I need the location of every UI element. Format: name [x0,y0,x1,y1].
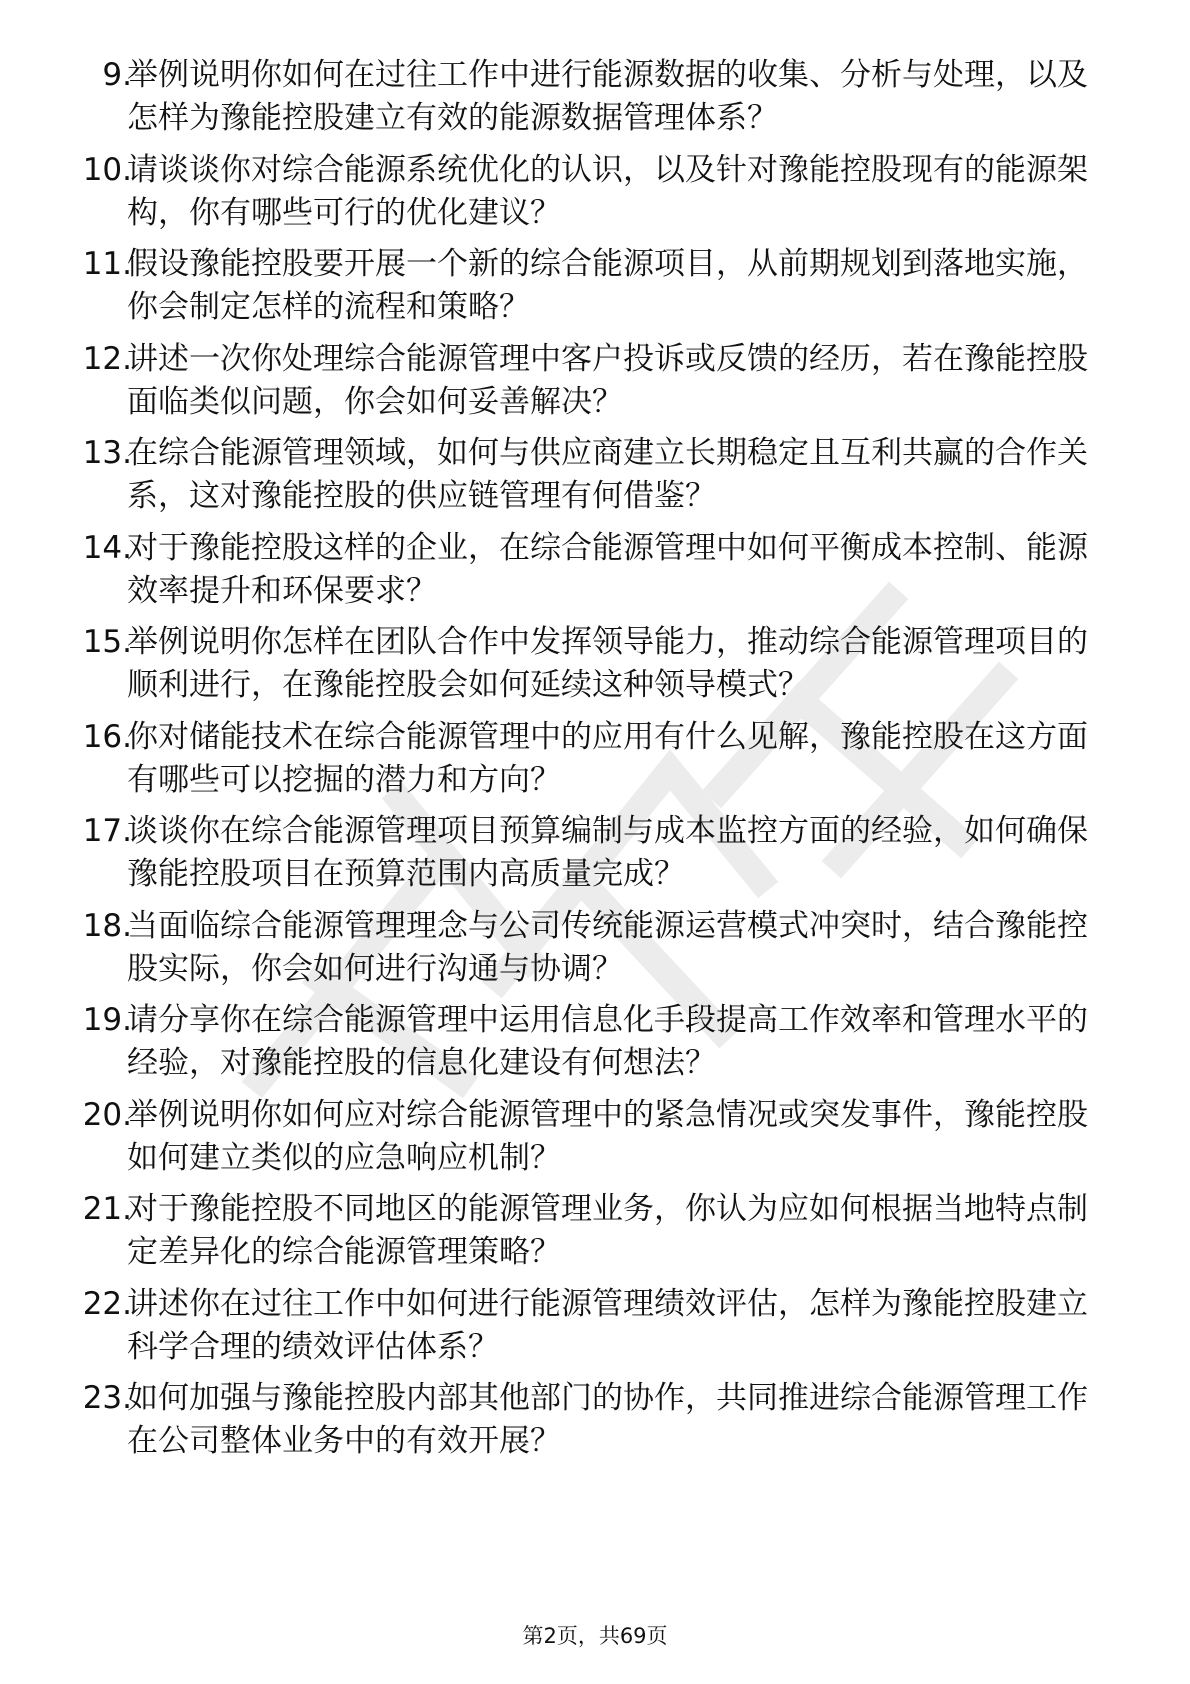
question-number: 17. [82,813,132,849]
question-item [0,1090,1190,1185]
question-item [0,1279,1190,1374]
question-text: 如何加强与豫能控股内部其他部门的协作，共同推进综合能源管理工作在公司整体业务中的有效开展？ [127,1380,1088,1459]
question-number: 11. [82,246,132,282]
question-text: 假设豫能控股要开展一个新的综合能源项目，从前期规划到落地实施，你会制定怎样的流程和策略？ [127,246,1088,325]
question-item [0,334,1190,429]
question-text: 在综合能源管理领域，如何与供应商建立长期稳定且互利共赢的合作关系，这对豫能控股的供应链管理有何借鉴？ [127,435,1088,514]
question-item [0,523,1190,618]
question-number: 16. [82,718,132,755]
question-number: 9. [102,57,132,93]
question-item [0,901,1190,996]
question-number: 10. [82,151,132,188]
question-number: 19. [82,1002,132,1038]
question-text: 当面临综合能源管理理念与公司传统能源运营模式冲突时，结合豫能控股实际，你会如何进行沟通与协调？ [127,907,1088,987]
question-number: 20. [82,1096,132,1133]
question-text: 对于豫能控股不同地区的能源管理业务，你认为应如何根据当地特点制定差异化的综合能源管理策略？ [127,1191,1088,1270]
question-item [0,712,1190,807]
question-number: 23. [82,1380,132,1416]
question-item [0,428,1190,523]
question-number: 15. [82,624,132,660]
question-item [0,806,1190,901]
question-item [0,995,1190,1090]
question-number: 13. [82,435,132,471]
question-text: 举例说明你怎样在团队合作中发挥领导能力，推动综合能源管理项目的顺利进行，在豫能控股会如何延续这种领导模式？ [127,624,1088,703]
question-number: 18. [82,907,132,944]
question-text: 你对储能技术在综合能源管理中的应用有什么见解，豫能控股在这方面有哪些可以挖掘的潜力和方向？ [127,718,1088,798]
question-list [0,50,1190,1468]
question-text: 谈谈你在综合能源管理项目预算编制与成本监控方面的经验，如何确保豫能控股项目在预算范围内高质量完成？ [127,813,1088,892]
question-text: 请谈谈你对综合能源系统优化的认识，以及针对豫能控股现有的能源架构，你有哪些可行的优化建议？ [127,151,1088,231]
question-text: 举例说明你如何在过往工作中进行能源数据的收集、分析与处理，以及怎样为豫能控股建立有效的能源数据管理体系？ [127,57,1088,136]
question-text: 讲述你在过往工作中如何进行能源管理绩效评估，怎样为豫能控股建立科学合理的绩效评估体系？ [127,1285,1088,1365]
question-item [0,50,1190,145]
question-item [0,239,1190,334]
question-item [0,145,1190,240]
question-number: 12. [82,340,132,377]
question-text: 对于豫能控股这样的企业，在综合能源管理中如何平衡成本控制、能源效率提升和环保要求？ [127,529,1088,609]
question-item [0,1184,1190,1279]
question-text: 讲述一次你处理综合能源管理中客户投诉或反馈的经历，若在豫能控股面临类似问题，你会如何妥善解决？ [127,340,1088,420]
question-number: 21. [82,1191,132,1227]
question-text: 举例说明你如何应对综合能源管理中的紧急情况或突发事件，豫能控股如何建立类似的应急响应机制？ [127,1096,1088,1176]
question-number: 22. [82,1285,132,1322]
question-number: 14. [82,529,132,566]
question-text: 请分享你在综合能源管理中运用信息化手段提高工作效率和管理水平的经验，对豫能控股的信息化建设有何想法？ [127,1002,1088,1081]
question-item [0,617,1190,712]
page-footer: 第2页，共69页 [522,1624,668,1648]
question-item [0,1373,1190,1468]
